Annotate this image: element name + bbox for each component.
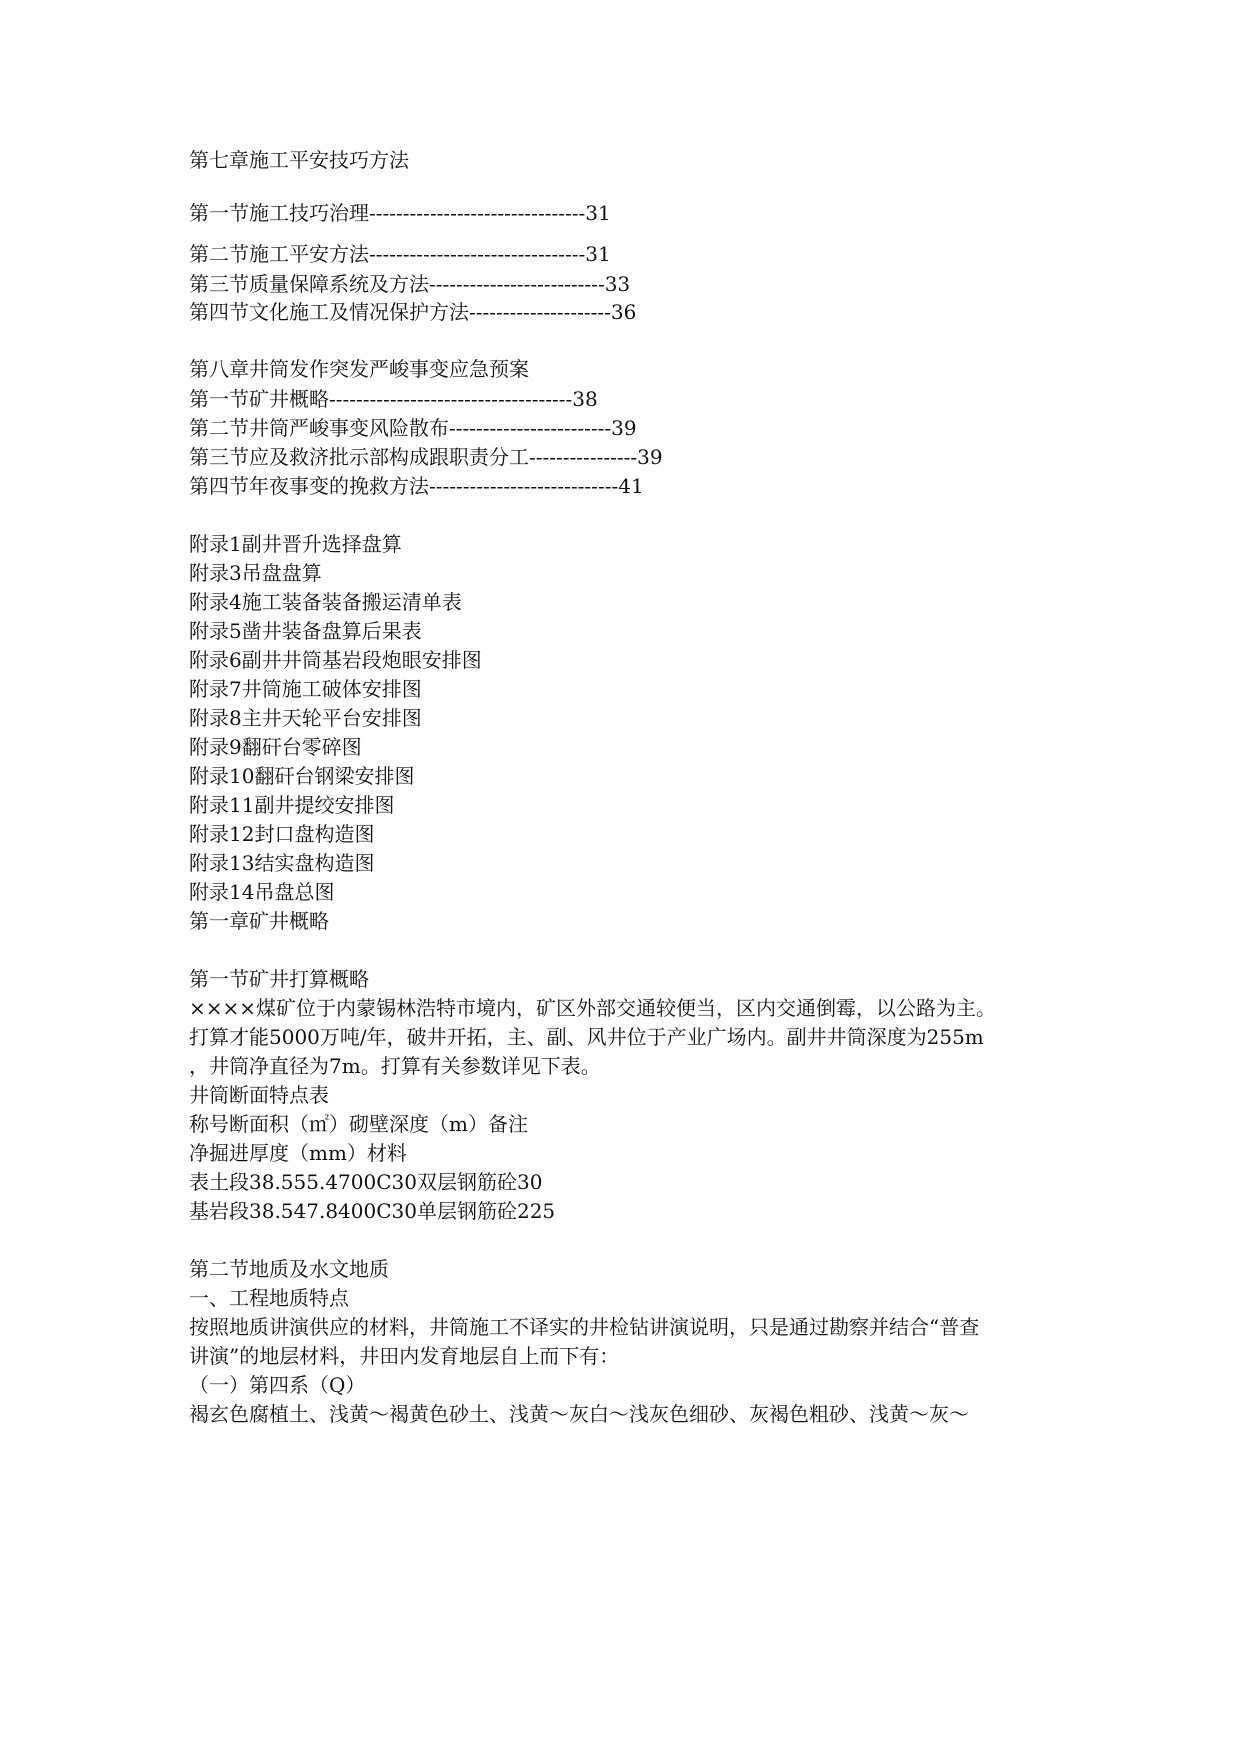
paragraph-line: 打算才能5000万吨/年，破井开拓，主、副、风井位于产业广场内。副井井筒深度为255m [189,1025,984,1049]
table-row: 表土段38.555.4700C30双层钢筋砼30 [189,1170,543,1194]
appendix-item: 附录4施工装备装备搬运清单表 [189,590,462,614]
chapter1-title: 第一章矿井概略 [189,909,329,933]
table-title: 井筒断面特点表 [189,1083,329,1107]
appendix-item: 附录6副井井筒基岩段炮眼安排图 [189,648,482,672]
subsection-title: （一）第四系（Q） [189,1373,366,1397]
toc-entry: 第三节质量保障系统及方法--------------------------33 [189,272,631,296]
appendix-item: 附录3吊盘盘算 [189,561,322,585]
paragraph-line: 按照地质讲演供应的材料，井筒施工不译实的井检钻讲演说明，只是通过勘察并结合“普查 [189,1315,980,1339]
paragraph-line: 褐玄色腐植土、浅黄～褐黄色砂土、浅黄～灰白～浅灰色细砂、灰褐色粗砂、浅黄～灰～ [189,1402,969,1426]
appendix-item: 附录12封口盘构造图 [189,822,375,846]
chapter7-title: 第七章施工平安技巧方法 [189,148,409,172]
appendix-item: 附录5凿井装备盘算后果表 [189,619,422,643]
appendix-item: 附录13结实盘构造图 [189,851,375,875]
section-title: 第二节地质及水文地质 [189,1257,389,1281]
appendix-item: 附录11副井提绞安排图 [189,793,395,817]
appendix-item: 附录10翻矸台钢梁安排图 [189,764,415,788]
chapter8-title: 第八章井筒发作突发严峻事变应急预案 [189,357,529,381]
toc-entry: 第四节文化施工及情况保护方法---------------------36 [189,300,637,324]
paragraph-line: 讲演”的地层材料，井田内发育地层自上而下有： [189,1344,620,1368]
appendix-item: 附录8主井天轮平台安排图 [189,706,422,730]
toc-entry: 第二节井筒严峻事变风险散布------------------------39 [189,416,637,440]
section-title: 第一节矿井打算概略 [189,967,369,991]
toc-entry: 第一节施工技巧治理--------------------------------31 [189,201,611,225]
table-header: 称号断面积（㎡）砌壁深度（m）备注 [189,1112,528,1136]
toc-entry: 第一节矿井概略------------------------------------38 [189,387,598,411]
subsection-title: 一、工程地质特点 [189,1286,349,1310]
appendix-item: 附录14吊盘总图 [189,880,335,904]
paragraph-line: ××××煤矿位于内蒙锡林浩特市境内，矿区外部交通较便当，区内交通倒霉，以公路为主。 [189,996,997,1020]
appendix-item: 附录9翻矸台零碎图 [189,735,362,759]
toc-entry: 第三节应及救济批示部构成跟职责分工----------------39 [189,445,663,469]
toc-entry: 第四节年夜事变的挽救方法----------------------------41 [189,474,644,498]
appendix-item: 附录7井筒施工破体安排图 [189,677,422,701]
table-row: 基岩段38.547.8400C30单层钢筋砼225 [189,1199,556,1223]
toc-entry: 第二节施工平安方法--------------------------------31 [189,242,611,266]
paragraph-line: ，井筒净直径为7m。打算有关参数详见下表。 [189,1054,601,1078]
table-header: 净掘进厚度（mm）材料 [189,1141,407,1165]
appendix-item: 附录1副井晋升选择盘算 [189,532,402,556]
